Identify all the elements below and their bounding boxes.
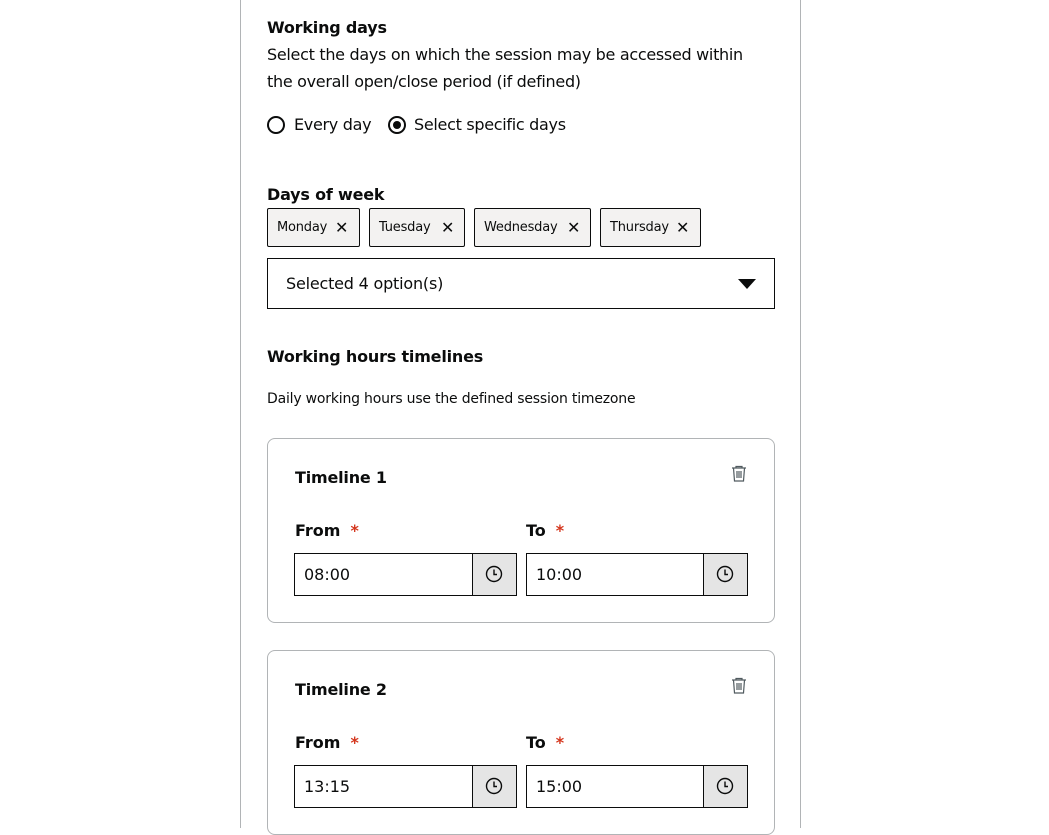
trash-icon[interactable] xyxy=(730,465,748,483)
trash-icon[interactable] xyxy=(730,677,748,695)
working-hours-hint: Daily working hours use the defined session timezone xyxy=(267,391,636,407)
to-time-value[interactable]: 15:00 xyxy=(536,777,583,796)
from-time-input[interactable] xyxy=(294,553,517,596)
close-icon[interactable]: ✕ xyxy=(676,218,690,237)
chip-label: Tuesday xyxy=(379,220,431,235)
from-label: From * xyxy=(295,733,359,752)
clock-button[interactable] xyxy=(703,766,747,807)
clock-icon xyxy=(485,565,503,583)
to-time-input[interactable] xyxy=(526,765,748,808)
chip-label: Monday xyxy=(277,220,328,235)
chip-monday xyxy=(267,208,360,247)
chip-label: Wednesday xyxy=(484,220,558,235)
days-of-week-select[interactable] xyxy=(267,258,775,309)
clock-button[interactable] xyxy=(703,554,747,595)
radio-specific-days-input[interactable] xyxy=(388,116,406,134)
from-time-value[interactable]: 13:15 xyxy=(304,777,351,796)
from-label: From * xyxy=(295,521,359,540)
close-icon[interactable]: ✕ xyxy=(335,218,349,237)
to-time-value[interactable]: 10:00 xyxy=(536,565,583,584)
to-label: To * xyxy=(526,733,565,752)
chip-wednesday xyxy=(474,208,591,247)
to-label: To * xyxy=(526,521,565,540)
to-time-input[interactable] xyxy=(526,553,748,596)
chip-thursday xyxy=(600,208,701,247)
timeline-title: Timeline 2 xyxy=(295,680,387,699)
radio-every-day-label[interactable]: Every day xyxy=(294,115,372,134)
timeline-card-2 xyxy=(267,650,775,835)
clock-icon xyxy=(485,777,503,795)
timeline-title: Timeline 1 xyxy=(295,468,387,487)
clock-icon xyxy=(716,777,734,795)
days-of-week-label: Days of week xyxy=(267,185,385,204)
close-icon[interactable]: ✕ xyxy=(567,218,581,237)
close-icon[interactable]: ✕ xyxy=(441,218,455,237)
from-time-input[interactable] xyxy=(294,765,517,808)
timeline-card-1 xyxy=(267,438,775,623)
working-days-heading: Working days xyxy=(267,18,387,37)
radio-specific-days-label[interactable]: Select specific days xyxy=(414,115,566,134)
caret-down-icon[interactable] xyxy=(738,279,756,289)
from-time-value[interactable]: 08:00 xyxy=(304,565,351,584)
chip-label: Thursday xyxy=(610,220,669,235)
clock-icon xyxy=(716,565,734,583)
working-hours-heading: Working hours timelines xyxy=(267,347,484,366)
radio-every-day-input[interactable] xyxy=(267,116,285,134)
chip-tuesday xyxy=(369,208,465,247)
clock-button[interactable] xyxy=(472,766,516,807)
clock-button[interactable] xyxy=(472,554,516,595)
working-days-hint: Select the days on which the session may be accessed within the overall open/close period (if defined) xyxy=(267,45,743,91)
select-value: Selected 4 option(s) xyxy=(286,274,444,293)
